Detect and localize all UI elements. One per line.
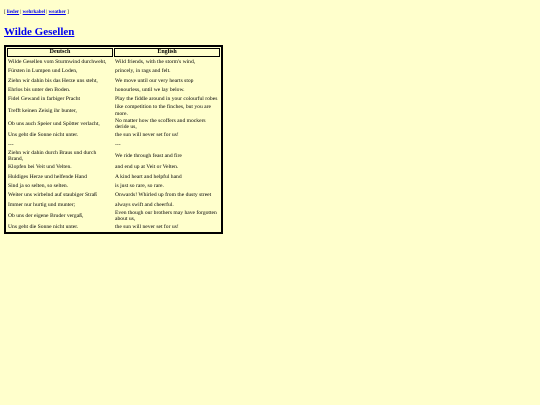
german-line: Sind ja so selten, so selten. — [8, 182, 69, 189]
german-line: Ob uns auch Speier und Spötter verlacht, — [8, 120, 100, 127]
german-line: Uns geht die Sonne nicht unter. — [8, 132, 79, 139]
german-line: Weiter uns wirbelnd auf staubiger Straß — [8, 192, 97, 199]
german-line: Trefft keinen Zeisig ihr bunter, — [8, 107, 77, 114]
table-row — [7, 200, 220, 208]
nav-link-wehrkabel[interactable]: wehrkabel — [22, 10, 46, 15]
german-line: Ob uns der eigene Bruder vergaß, — [8, 212, 84, 219]
top-nav — [4, 10, 69, 16]
table-row — [7, 67, 220, 75]
german-line: Ziehn wir dahin bis das Herze uns steht, — [8, 77, 98, 84]
table-row — [7, 182, 220, 190]
table-row — [7, 104, 220, 116]
english-line: --- — [115, 141, 121, 148]
header-row — [7, 48, 220, 57]
german-line: Klopfen bei Veit und Velten. — [8, 164, 72, 171]
german-line: Uns geht die Sonne nicht unter. — [8, 224, 79, 231]
english-line: Even though our brothers may have forgotten about us, — [115, 209, 217, 222]
column-header-deutsch: Deutsch — [7, 48, 113, 57]
german-line: Wilde Gesellen vom Sturmwind durchweht, — [8, 59, 107, 66]
english-line: like competition to the finches, but you are more. — [115, 104, 212, 117]
nav-link-weather[interactable]: weather — [48, 10, 66, 15]
table-row — [7, 86, 220, 94]
table-row — [7, 173, 220, 181]
table-row — [7, 77, 220, 85]
page-title — [4, 25, 74, 39]
german-line: Ziehn wir dahin durch Braus und durch Brand, — [8, 149, 97, 163]
table-row — [7, 95, 220, 103]
german-line: Fidel Gewand in farbiger Pracht — [8, 96, 81, 103]
table-row — [7, 191, 220, 199]
page-title-link[interactable]: Wilde Gesellen — [4, 26, 75, 38]
english-line: princely, in rags and felt. — [115, 68, 171, 75]
nav-close-bracket: ] — [67, 10, 69, 15]
table-row — [7, 223, 220, 231]
english-line: the sun will never set for us! — [115, 132, 179, 139]
english-line: We move until our very hearts stop — [115, 77, 194, 84]
table-row — [7, 58, 220, 66]
german-line: --- — [8, 141, 14, 148]
column-header-english: English — [114, 48, 220, 57]
lyrics-table — [4, 45, 223, 234]
table-row — [7, 141, 220, 149]
nav-link-lieder[interactable]: lieder — [6, 10, 20, 15]
table-row — [7, 150, 220, 162]
english-line: A kind heart and helpful hand — [115, 173, 182, 180]
german-line: Ehrlos bis unter den Boden. — [8, 86, 71, 93]
english-line: the sun will never set for us! — [115, 224, 179, 231]
english-line: Play the fiddle around in your colourful robes — [115, 96, 218, 103]
german-line: Fürsten in Lumpen und Loden, — [8, 68, 78, 75]
nav-separator: | — [19, 10, 23, 15]
english-line: Wild friends, with the storm's wind, — [115, 59, 196, 66]
german-line: Immer nur hurtig und munter; — [8, 201, 76, 208]
nav-open-bracket: [ — [4, 10, 6, 15]
german-line: Huldiges Herze und helfende Hand — [8, 173, 87, 180]
table-row — [7, 131, 220, 139]
table-row — [7, 210, 220, 222]
table-row — [7, 118, 220, 130]
english-line: No matter how the scoffers and mockers deride us, — [115, 117, 206, 131]
nav-separator: | — [45, 10, 49, 15]
table-row — [7, 163, 220, 171]
english-line: always swift and cheerful. — [115, 201, 174, 208]
english-line: Onwards! Whirled up from the dusty street — [115, 192, 212, 199]
english-line: honourless, until we lay below. — [115, 86, 185, 93]
english-line: and end up at Veit or Velten. — [115, 164, 179, 171]
english-line: is just so rare, so rare. — [115, 182, 164, 189]
english-line: We ride through feast and fire — [115, 152, 182, 159]
